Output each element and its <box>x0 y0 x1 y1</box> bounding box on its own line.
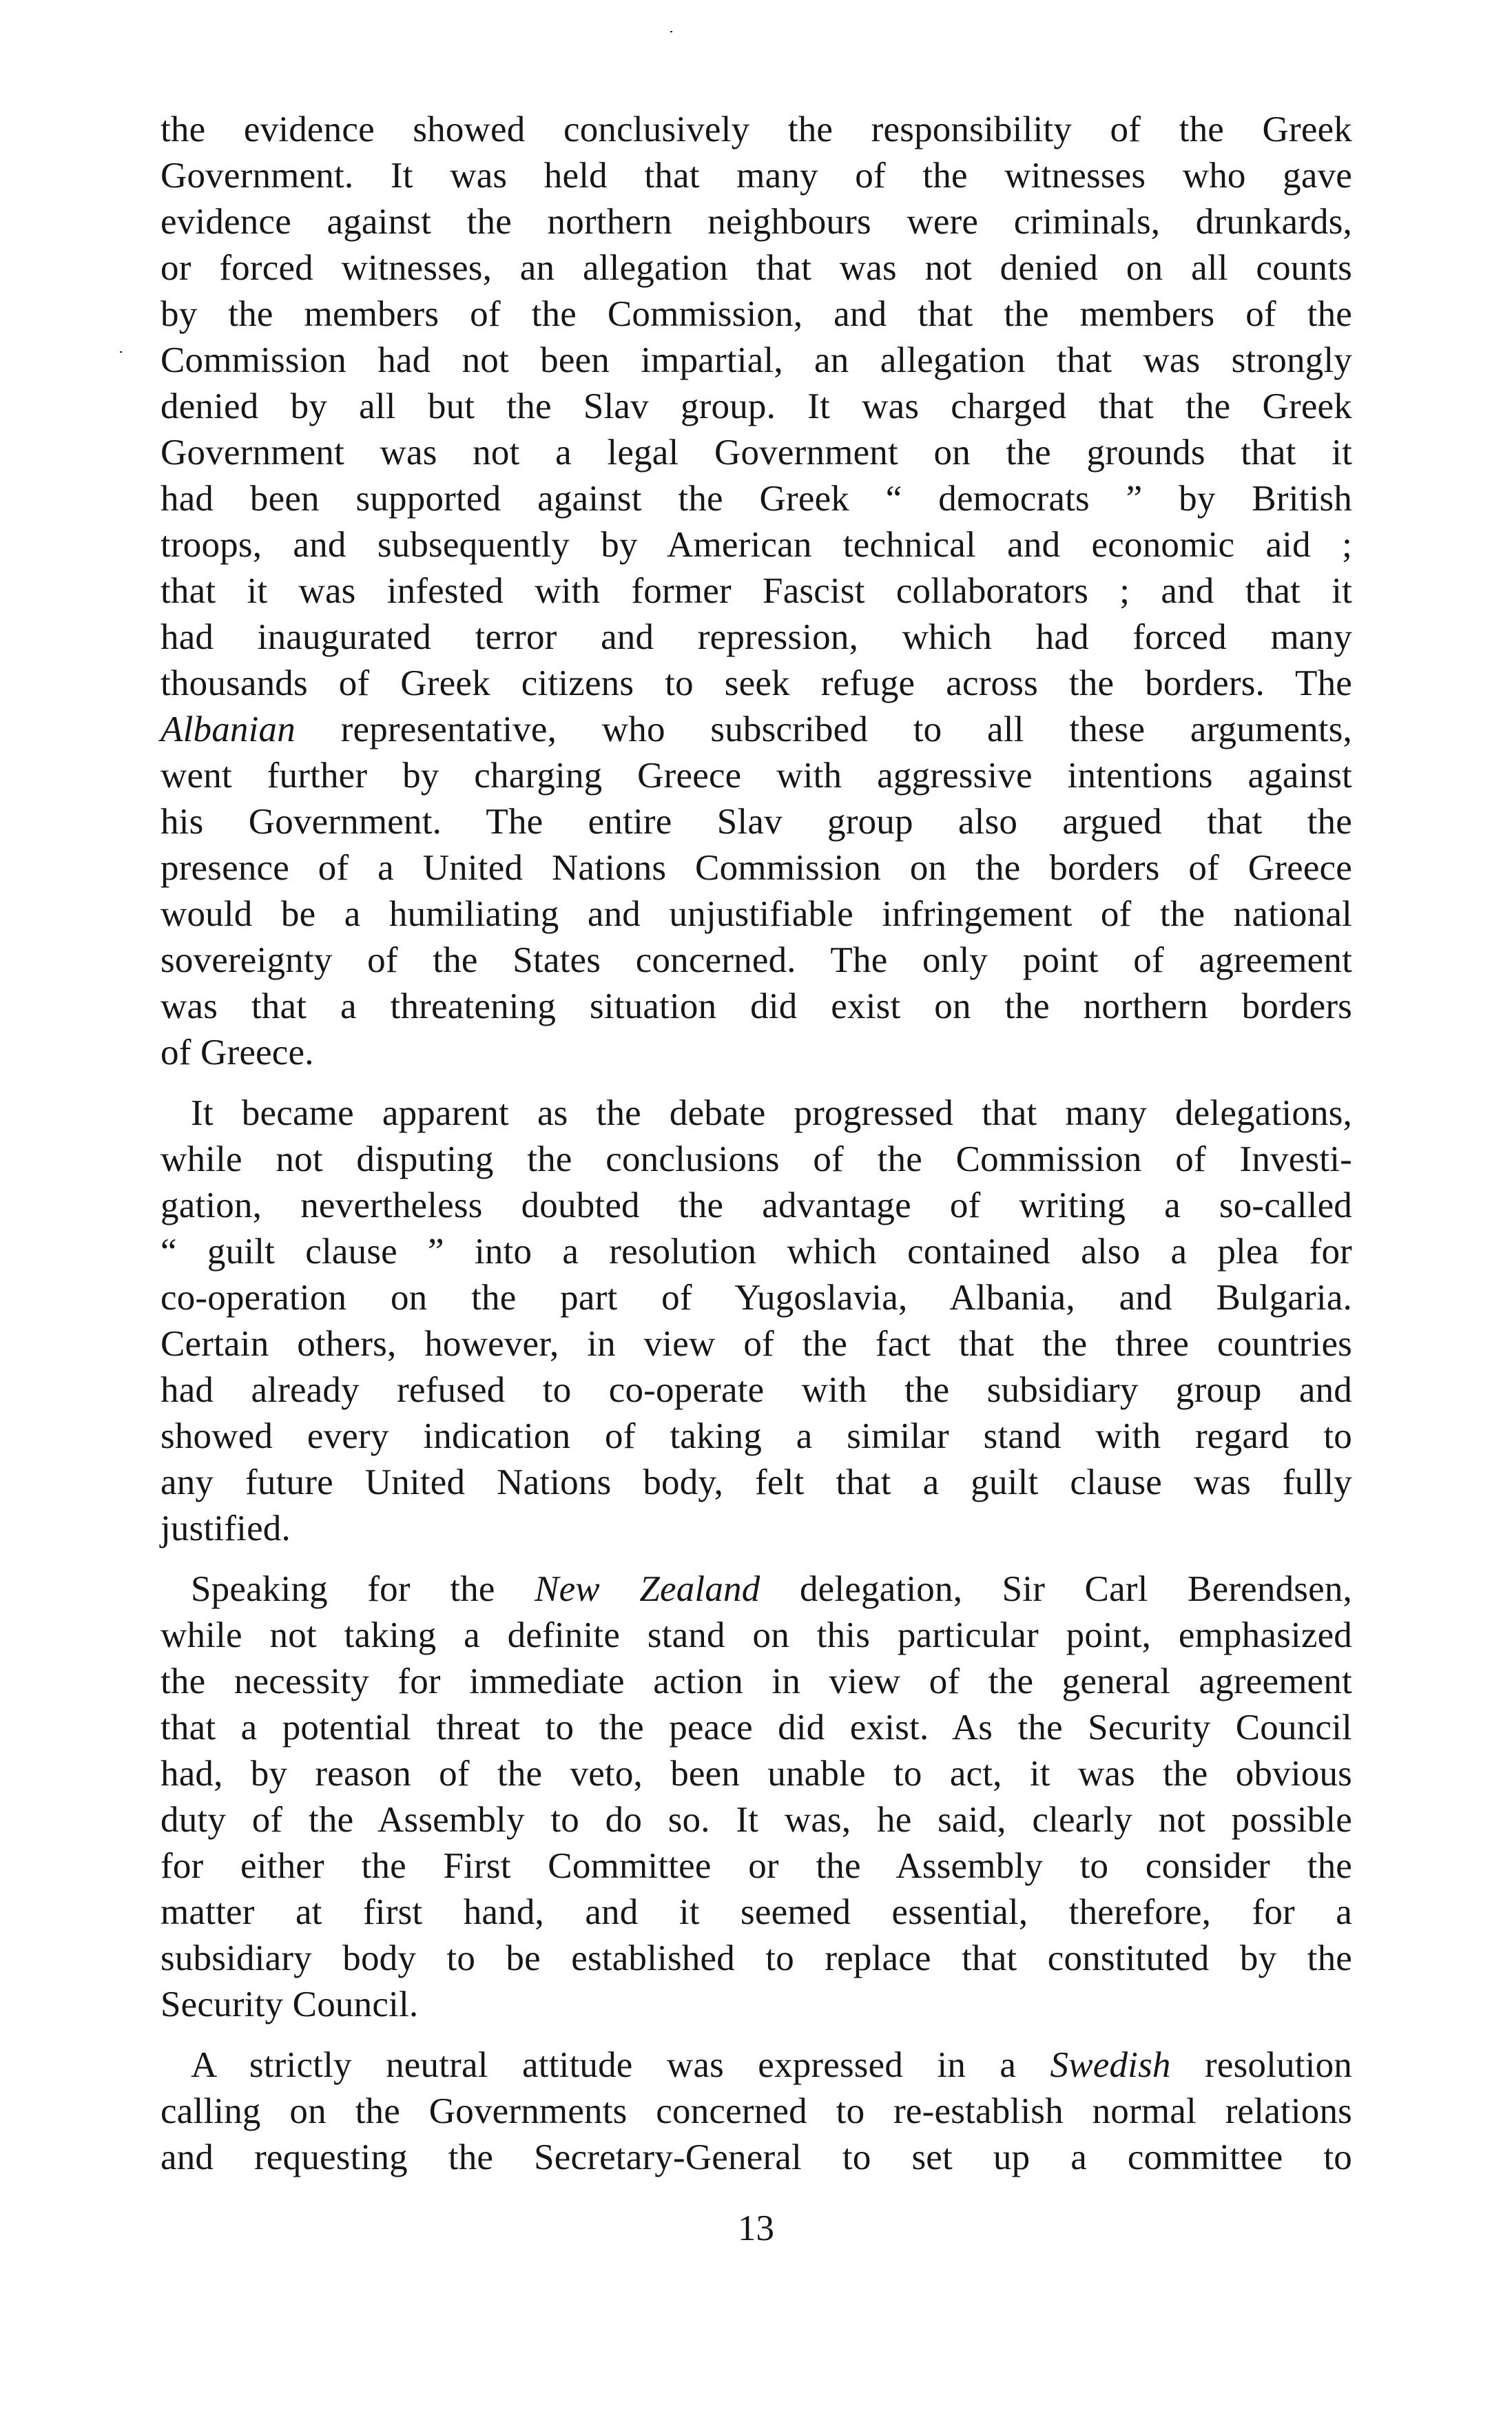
text-line: Certain others, however, in view of the fact that the three countries <box>160 1324 1352 1364</box>
italic-term: Swedish <box>1050 2045 1171 2085</box>
text-line: or forced witnesses, an allegation that was not denied on all counts <box>160 248 1352 288</box>
text-line: would be a humiliating and unjustifiable infringement of the national <box>160 894 1352 934</box>
page-number: 13 <box>738 2208 774 2248</box>
scan-speck <box>670 31 672 32</box>
text-line: by the members of the Commission, and that the members of the <box>160 294 1352 334</box>
paragraph-2 <box>160 1090 1352 1552</box>
text-line: that it was infested with former Fascist collaborators ; and that it <box>160 571 1352 611</box>
text-line: Commission had not been impartial, an allegation that was strongly <box>160 340 1352 380</box>
text-line: matter at first hand, and it seemed essential, therefore, for a <box>160 1892 1352 1932</box>
text-line: Albanian representative, who subscribed to all these arguments, <box>160 709 1352 749</box>
text-line: had, by reason of the veto, been unable to act, it was the obvious <box>160 1754 1352 1794</box>
text-line: gation, nevertheless doubted the advantage of writing a so-called <box>160 1185 1352 1225</box>
paragraph-4 <box>160 2042 1352 2181</box>
text-line: the evidence showed conclusively the responsibility of the Greek <box>160 110 1352 149</box>
text-line: It became apparent as the debate progressed that many delegations, <box>191 1093 1352 1133</box>
paragraph-3 <box>160 1566 1352 2028</box>
text-line: and requesting the Secretary-General to set up a committee to <box>160 2137 1352 2177</box>
text-line: sovereignty of the States concerned. The only point of agreement <box>160 940 1352 980</box>
text-line: thousands of Greek citizens to seek refuge across the borders. The <box>160 663 1352 703</box>
text-line: evidence against the northern neighbours were criminals, drunkards, <box>160 202 1352 242</box>
text-line: calling on the Governments concerned to re-establish normal relations <box>160 2091 1352 2131</box>
text-line: justified. <box>160 1509 291 1548</box>
text-line: had inaugurated terror and repression, which had forced many <box>160 617 1352 657</box>
italic-term: Albanian <box>160 709 296 749</box>
text-line: co-operation on the part of Yugoslavia, Albania, and Bulgaria. <box>160 1278 1352 1318</box>
text-line: subsidiary body to be established to replace that constituted by the <box>160 1938 1352 1978</box>
text-line: had already refused to co-operate with the subsidiary group and <box>160 1370 1352 1410</box>
text-line: presence of a United Nations Commission on the borders of Greece <box>160 848 1352 888</box>
text-line: was that a threatening situation did exist on the northern borders <box>160 986 1352 1026</box>
text-column <box>160 107 1352 2195</box>
text-line: Government was not a legal Government on the grounds that it <box>160 433 1352 473</box>
text-line: denied by all but the Slav group. It was charged that the Greek <box>160 386 1352 426</box>
text-line: while not taking a definite stand on this particular point, emphasized <box>160 1615 1352 1655</box>
text-line: that a potential threat to the peace did exist. As the Security Council <box>160 1708 1352 1748</box>
scan-speck <box>120 351 122 353</box>
text-line: the necessity for immediate action in view of the general agreement <box>160 1661 1352 1701</box>
text-line: his Government. The entire Slav group also argued that the <box>160 802 1352 842</box>
paragraph-1 <box>160 107 1352 1076</box>
italic-term: New Zealand <box>535 1569 760 1609</box>
text-line: Security Council. <box>160 1985 419 2024</box>
text-line: “ guilt clause ” into a resolution which contained also a plea for <box>160 1232 1352 1272</box>
text-line: went further by charging Greece with aggressive intentions against <box>160 756 1352 796</box>
text-line: troops, and subsequently by American technical and economic aid ; <box>160 525 1352 565</box>
text-line: Speaking for the New Zealand delegation, Sir Carl Berendsen, <box>191 1569 1353 1609</box>
text-line: Government. It was held that many of the witnesses who gave <box>160 156 1352 196</box>
text-line: while not disputing the conclusions of the Commission of Investi- <box>160 1139 1352 1179</box>
text-line: showed every indication of taking a similar stand with regard to <box>160 1416 1352 1456</box>
text-line: any future United Nations body, felt that a guilt clause was fully <box>160 1462 1352 1502</box>
text-line: A strictly neutral attitude was expressed in a Swedish resolution <box>191 2045 1352 2085</box>
text-line: had been supported against the Greek “ democrats ” by British <box>160 479 1352 519</box>
text-line: for either the First Committee or the Assembly to consider the <box>160 1846 1352 1886</box>
text-line: of Greece. <box>160 1033 314 1073</box>
text-line: duty of the Assembly to do so. It was, he said, clearly not possible <box>160 1800 1352 1840</box>
